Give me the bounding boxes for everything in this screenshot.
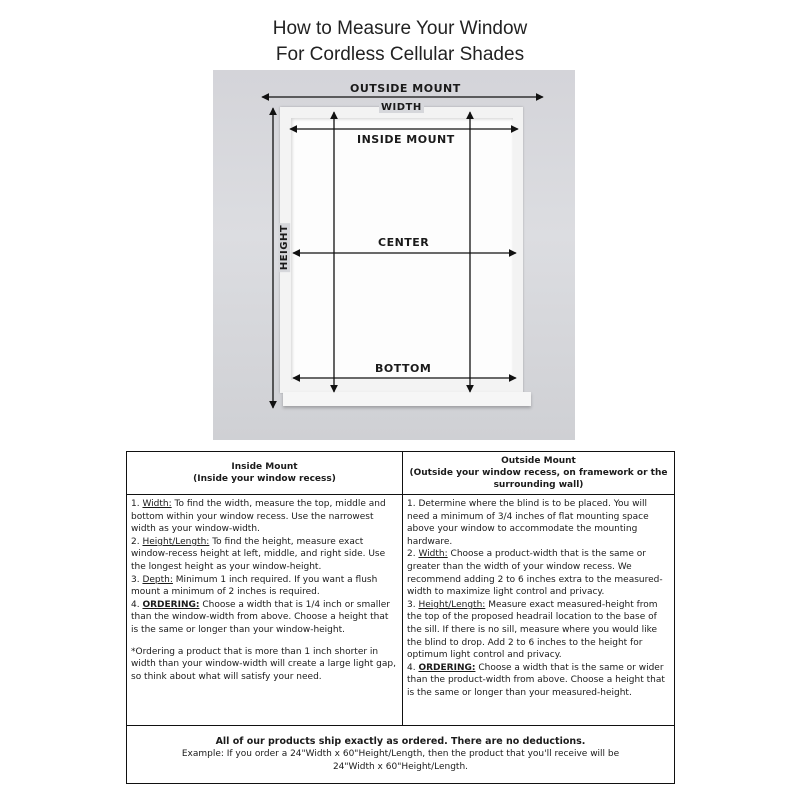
inside-mount-label: INSIDE MOUNT bbox=[357, 133, 455, 146]
inside-mount-header bbox=[127, 452, 403, 495]
outside-mount-header bbox=[403, 452, 675, 495]
inside-item: 2. Height/Length: To find the height, measure exact window-recess height at left, middle, and right side. Use the longest height as your window-height. bbox=[131, 536, 386, 572]
inside-mount-instructions bbox=[127, 495, 403, 726]
inside-mount-subtitle: (Inside your window recess) bbox=[193, 474, 336, 484]
outside-item: 4. ORDERING: Choose a width that is the same or wider than the product-width from above. Choose a height that is the same or longer than your measured-height. bbox=[407, 662, 665, 698]
page-subtitle: For Cordless Cellular Shades bbox=[275, 44, 525, 65]
window-diagram bbox=[213, 70, 575, 440]
inside-item: 3. Depth: Minimum 1 inch required. If you want a flush mount a minimum of 2 inches is required. bbox=[131, 574, 378, 598]
outside-item: 1. Determine where the blind is to be placed. You will need a minimum of 3/4 inches of flat mounting space above your window to accommodate the mounting hardware. bbox=[407, 499, 649, 547]
width-label: WIDTH bbox=[381, 102, 422, 113]
order-footer bbox=[127, 726, 675, 784]
footer-notice: All of our products ship exactly as ordered. There are no deductions. bbox=[215, 736, 586, 747]
center-label: CENTER bbox=[378, 236, 430, 249]
footer-example-size: 24"Width x 60"Height/Length. bbox=[332, 762, 469, 772]
height-label: HEIGHT bbox=[279, 224, 291, 271]
inside-item: 4. ORDERING: Choose a width that is 1/4 inch or smaller than the window-width from above. Choose a height that is the same or longer than your window-height. bbox=[131, 599, 391, 635]
footer-example: Example: If you order a 24"Width x 60"Height/Length, then the product that you'll receive will be bbox=[181, 749, 620, 759]
measurement-instructions-table bbox=[126, 451, 675, 784]
outside-mount-title: Outside Mount bbox=[501, 456, 576, 466]
inside-note: *Ordering a product that is more than 1 inch shorter in width than your window-width will create a large light gap, so think about what will satisfy your need. bbox=[131, 646, 396, 682]
measurement-arrows bbox=[213, 70, 575, 440]
outside-mount-subtitle: (Outside your window recess, on framework or the surrounding wall) bbox=[409, 468, 668, 490]
inside-item: 1. Width: To find the width, measure the top, middle and bottom within your window recess. Use the narrowest width as your window-width. bbox=[131, 499, 386, 535]
outside-mount-label: OUTSIDE MOUNT bbox=[350, 82, 461, 95]
outside-mount-instructions bbox=[403, 495, 675, 726]
bottom-label: BOTTOM bbox=[375, 362, 432, 375]
page-title: How to Measure Your Window bbox=[272, 18, 528, 39]
outside-item: 2. Width: Choose a product-width that is the same or greater than the width of your window recess. We recommend adding 2 to 6 inches extra to the measured-width to maximize light control and privacy. bbox=[407, 549, 663, 598]
outside-item: 3. Height/Length: Measure exact measured-height from the top of the proposed headrail location to the base of the sill. If there is no sill, measure where you would like the blind to drop. Add 2 to 6 inches to the height for optimum light control and privacy. bbox=[407, 599, 658, 661]
inside-mount-title: Inside Mount bbox=[231, 462, 298, 472]
